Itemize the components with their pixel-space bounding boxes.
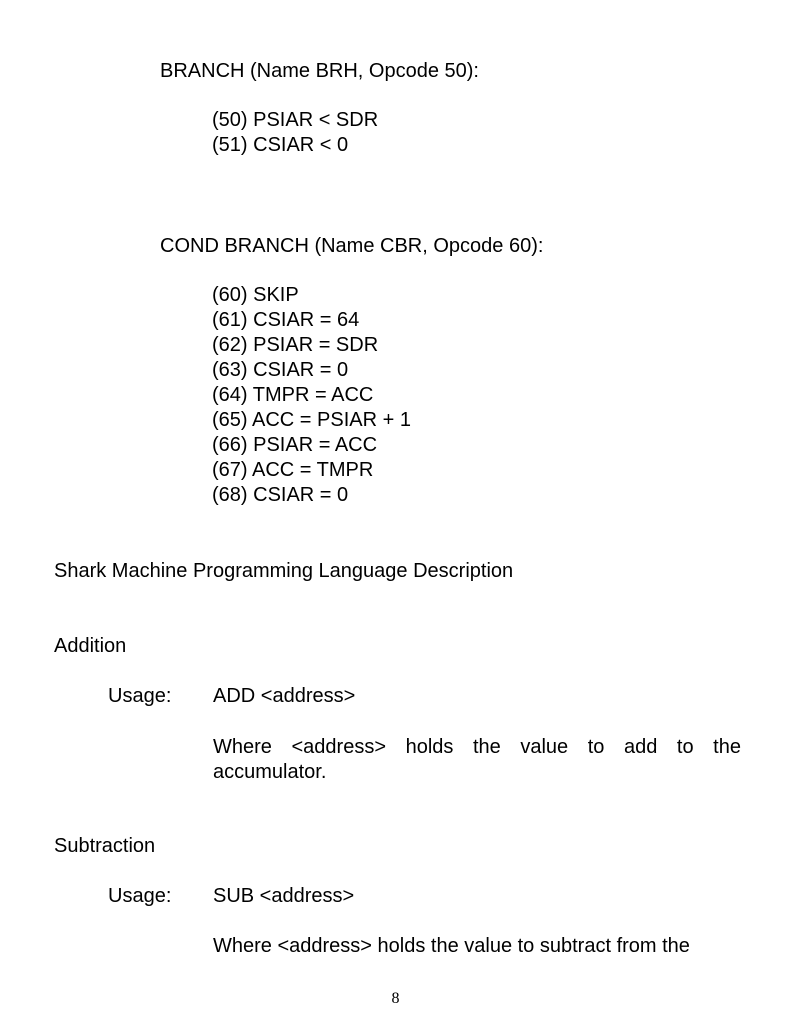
subtraction-usage-label: Usage: [108, 885, 172, 907]
cond-branch-step-66: (66) PSIAR = ACC [212, 434, 378, 456]
cond-branch-heading: COND BRANCH (Name CBR, Opcode 60): [160, 235, 544, 257]
cond-branch-step-60: (60) SKIP [212, 284, 299, 306]
addition-usage-value: ADD <address> [213, 685, 356, 707]
subtraction-description: Where <address> holds the value to subtract from the [213, 935, 690, 957]
page-number: 8 [391, 990, 400, 1007]
cond-branch-step-61: (61) CSIAR = 64 [212, 309, 360, 331]
cond-branch-step-67: (67) ACC = TMPR [212, 459, 374, 481]
subtraction-title: Subtraction [54, 835, 156, 857]
subtraction-usage-value: SUB <address> [213, 885, 355, 907]
cond-branch-step-62: (62) PSIAR = SDR [212, 334, 379, 356]
addition-usage-label: Usage: [108, 685, 172, 707]
section-title: Shark Machine Programming Language Description [54, 560, 514, 582]
addition-title: Addition [54, 635, 127, 657]
cond-branch-step-68: (68) CSIAR = 0 [212, 484, 349, 506]
branch-heading: BRANCH (Name BRH, Opcode 50): [160, 60, 479, 82]
addition-description: Where <address> holds the value to add to the accumulator. [213, 736, 741, 783]
cond-branch-step-64: (64) TMPR = ACC [212, 384, 374, 406]
cond-branch-step-63: (63) CSIAR = 0 [212, 359, 349, 381]
branch-step-50: (50) PSIAR < SDR [212, 109, 379, 131]
branch-step-51: (51) CSIAR < 0 [212, 134, 349, 156]
cond-branch-step-65: (65) ACC = PSIAR + 1 [212, 409, 411, 431]
